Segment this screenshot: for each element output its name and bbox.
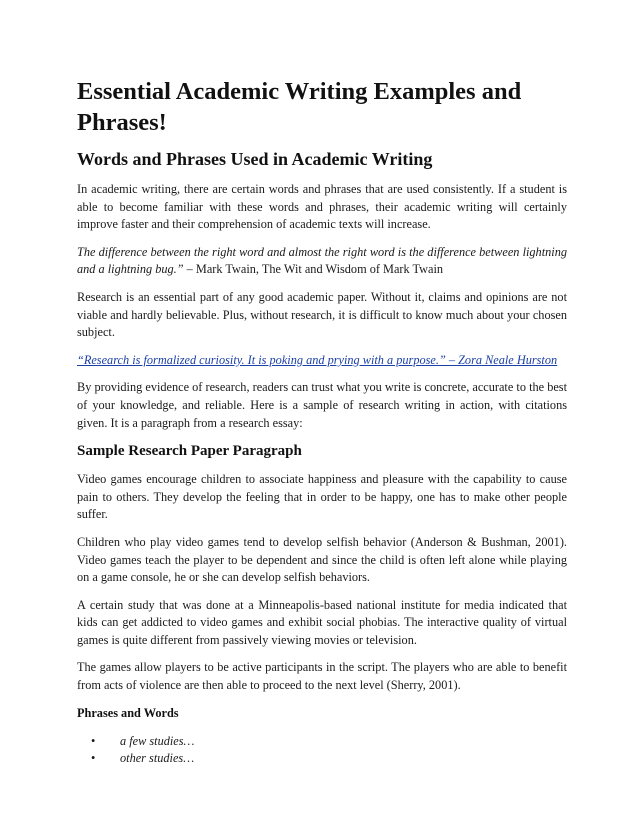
twain-quote-text: The difference between the right word and almost the right word is the difference between lightning and a lightning bug.” — [77, 244, 567, 277]
sample-paragraph-3: A certain study that was done at a Minneapolis-based national institute for media indicated that kids can get addicted to video games and exhibit social phobias. The interactive quality of virtual games is quite different from passively viewing movies or television. — [77, 597, 567, 647]
sample-paragraph-4: The games allow players to be active participants in the script. The players who are able to benefit from acts of violence are then able to proceed to the next level (Sherry, 2001). — [77, 660, 567, 693]
research-paragraph: Research is an essential part of any good academic paper. Without it, claims and opinions are not viable and hardly believable. Plus, without research, it is difficult to know much about your chosen subject. — [77, 289, 567, 340]
bullet-icon: • — [91, 733, 96, 748]
evidence-paragraph: By providing evidence of research, readers can trust what you write is concrete, accurate to the best of your knowledge, and reliable. Here is a sample of research writing in action, with citations given. It is a paragraph from a research essay: — [77, 380, 567, 430]
hurston-quote-block — [77, 352, 567, 370]
list-item-text: other studies… — [120, 751, 195, 766]
sample-paragraph-1: Video games encourage children to associate happiness and pleasure with the capability to cause pain to others. They develop the feeling that in order to be happy, one has to make other people suffer. — [77, 472, 567, 522]
intro-paragraph: In academic writing, there are certain words and phrases that are used consistently. If a student is able to become familiar with these words and phrases, their academic writing will certainly improve faster and their comprehension of academic texts will increase. — [77, 182, 567, 232]
phrases-heading: Phrases and Words — [77, 705, 179, 720]
section-heading: Words and Phrases Used in Academic Writing — [77, 149, 433, 169]
list-item-text: a few studies… — [120, 733, 195, 748]
phrases-list — [77, 733, 567, 768]
hurston-quote-link[interactable]: “Research is formalized curiosity. It is poking and prying with a purpose.” – Zora Neale Hurston — [77, 352, 558, 367]
sample-paragraph-2: Children who play video games tend to develop selfish behavior (Anderson & Bushman, 2001). Video games teach the player to be dependent and since the child is often left alone while playing on a game console, he or she can develop selfish behaviors. — [77, 534, 567, 585]
list-item — [91, 733, 567, 751]
sample-heading: Sample Research Paper Paragraph — [77, 443, 302, 460]
page-title: Essential Academic Writing Examples and Phrases! — [77, 78, 522, 136]
document-page — [77, 76, 567, 768]
twain-quote-attribution: – Mark Twain, The Wit and Wisdom of Mark Twain — [183, 262, 444, 277]
twain-quote — [77, 244, 567, 279]
list-item — [91, 750, 567, 768]
bullet-icon: • — [91, 751, 96, 766]
